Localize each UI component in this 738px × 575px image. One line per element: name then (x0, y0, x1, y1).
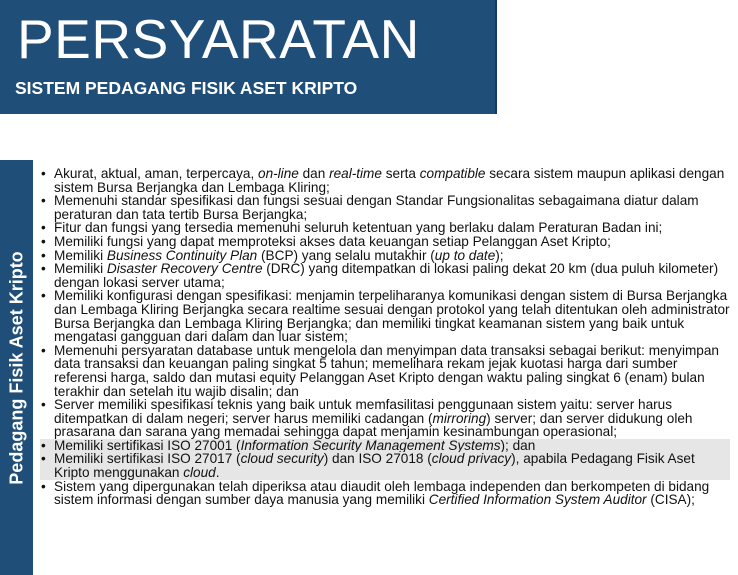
list-item: • Memenuhi persyaratan database untuk mengelola dan menyimpan data transaksi sebagai berikut: menyimpan data transaksi dan keuangan paling singkat 5 tahun; memelihara rekam jejak kuotasi harga dari sumber referensi harga, saldo dan mutasi equity Pelanggan Aset Kripto dengan waktu paling singkat 6 (enam) bulan terakhir dan setelah itu wajib disalin; dan (40, 344, 730, 398)
list-item: • Fitur dan fungsi yang tersedia memenuhi seluruh ketentuan yang berlaku dalam Peraturan Badan ini; (40, 221, 730, 235)
list-item: • Memenuhi standar spesifikasi dan fungsi sesuai dengan Standar Fungsionalitas sebagaimana diatur dalam peraturan dan tata tertib Bursa Berjangka; (40, 194, 730, 221)
list-item: • Memiliki konfigurasi dengan spesifikasi: menjamin terpeliharanya komunikasi dengan sistem di Bursa Berjangka dan Lembaga Kliring Berjangka secara realtime sesuai dengan protokol yang telah ditentukan oleh administrator Bursa Berjangka dan Lembaga Kliring Berjangka; dan memiliki tingkat keamanan sistem yang baik untuk mengatasi gangguan dari dalam dan luar sistem; (40, 289, 730, 343)
list-item-highlighted: • Memiliki sertifikasi ISO 27017 (cloud security) dan ISO 27018 (cloud privacy), apabila Pedagang Fisik Aset Kripto menggunakan cloud. (40, 452, 730, 479)
requirements-list (40, 167, 730, 507)
page-title: PERSYARATAN (17, 8, 420, 70)
list-item: • Sistem yang dipergunakan telah diperiksa atau diaudit oleh lembaga independen dan berkompeten di bidang sistem informasi dengan sumber daya manusia yang memiliki Certified Information System Auditor (CISA); (40, 480, 730, 507)
list-item: • Memiliki fungsi yang dapat memproteksi akses data keuangan setiap Pelanggan Aset Kripto; (40, 235, 730, 249)
page-subtitle: SISTEM PEDAGANG FISIK ASET KRIPTO (15, 78, 358, 98)
list-item: • Akurat, aktual, aman, terpercaya, on-line dan real-time serta compatible secara sistem maupun aplikasi dengan sistem Bursa Berjangka dan Lembaga Kliring; (40, 167, 730, 194)
sidebar-label: Pedagang Fisik Aset Kripto (6, 250, 26, 485)
list-item-highlighted: • Memiliki sertifikasi ISO 27001 (Information Security Management Systems); dan (40, 439, 730, 453)
header-banner (0, 0, 497, 114)
list-item: • Server memiliki spesifikasi teknis yang baik untuk memfasilitasi penggunaan sistem yaitu: server harus ditempatkan di dalam negeri; server harus memiliki cadangan (mirroring) server; dan server didukung oleh prasarana dan sarana yang memadai sehingga dapat menjamin kesinambungan operasional; (40, 398, 730, 439)
list-item: • Memiliki Business Continuity Plan (BCP) yang selalu mutakhir (up to date); (40, 249, 730, 263)
list-item: • Memiliki Disaster Recovery Centre (DRC) yang ditempatkan di lokasi paling dekat 20 km (dua puluh kilometer) dengan lokasi server utama; (40, 262, 730, 289)
sidebar-banner (0, 160, 33, 575)
